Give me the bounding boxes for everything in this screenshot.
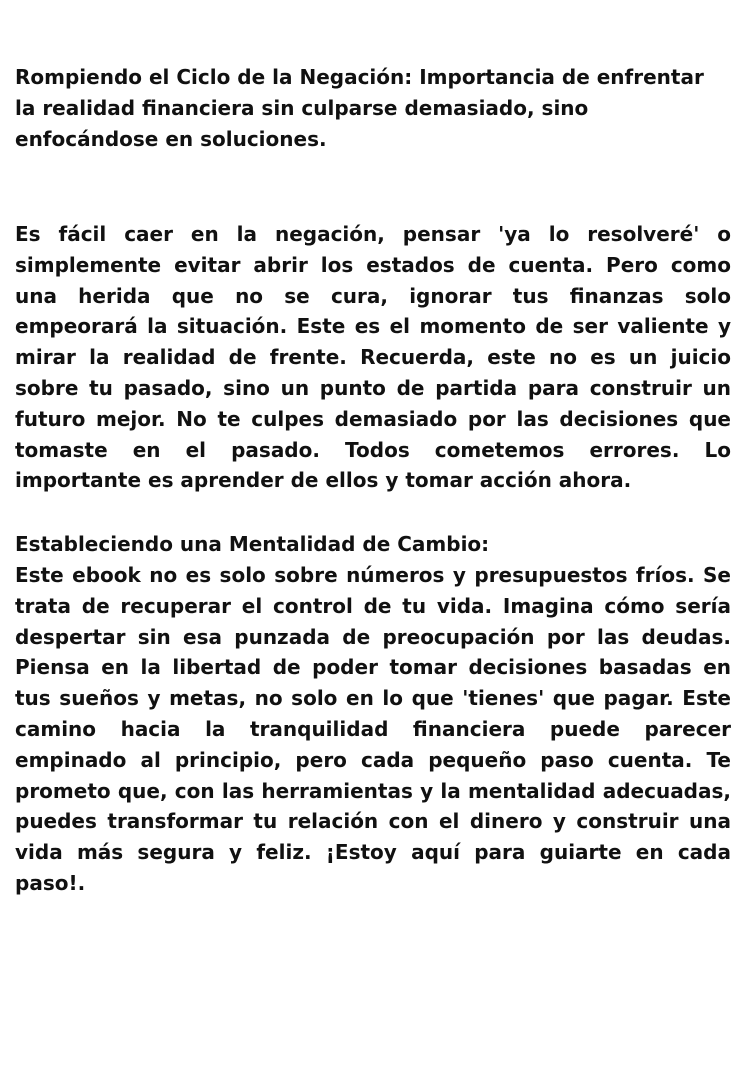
document-title: Rompiendo el Ciclo de la Negación: Importancia de enfrentar la realidad financiera sin culparse demasiado, sino enfocándose en soluciones. bbox=[15, 65, 704, 151]
document-page bbox=[15, 62, 731, 899]
section-title: Estableciendo una Mentalidad de Cambio: bbox=[15, 532, 490, 557]
paragraph-negation: Es fácil caer en la negación, pensar 'ya lo resolveré' o simplemente evitar abrir los estados de cuenta. Pero como una herida que no se cura, ignorar tus finanzas solo empeorará la situación. Este es el momento de ser valiente y mirar la realidad de frente. Recuerda, este no es un juicio sobre tu pasado, sino un punto de partida para construir un futuro mejor. No te culpes demasiado por las decisiones que tomaste en el pasado. Todos cometemos errores. Lo importante es aprender de ellos y tomar acción ahora. bbox=[15, 222, 731, 493]
paragraph-mindset: Este ebook no es solo sobre números y presupuestos fríos. Se trata de recuperar el control de tu vida. Imagina cómo sería despertar sin esa punzada de preocupación por las deudas. Piensa en la libertad de poder tomar decisiones basadas en tus sueños y metas, no solo en lo que 'tienes' que pagar. Este camino hacia la tranquilidad financiera puede parecer empinado al principio, pero cada pequeño paso cuenta. Te prometo que, con las herramientas y la mentalidad adecuadas, puedes transformar tu relación con el dinero y construir una vida más segura y feliz. ¡Estoy aquí para guiarte en cada paso!. bbox=[15, 562, 731, 895]
